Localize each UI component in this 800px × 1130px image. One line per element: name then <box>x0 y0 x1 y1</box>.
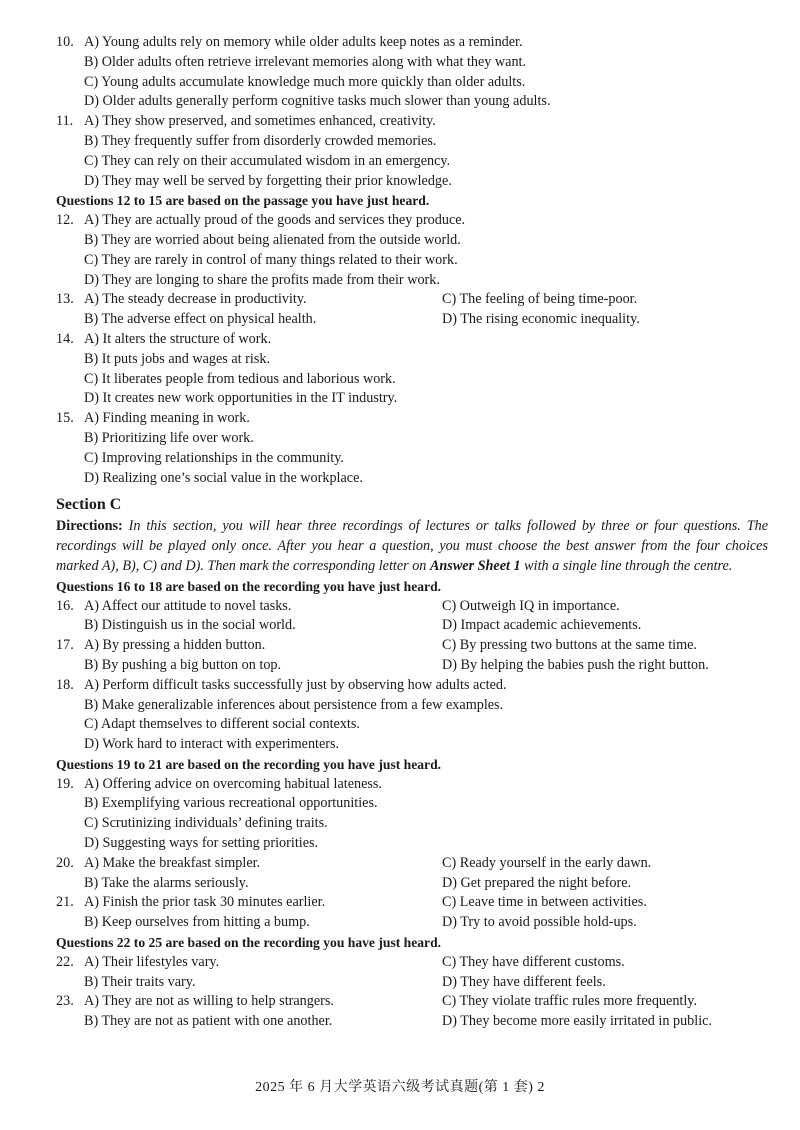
option-d: D) Try to avoid possible hold-ups. <box>442 914 637 931</box>
option-d: D) It creates new work opportunities in the IT industry. <box>84 390 398 407</box>
question-number: 12. <box>56 212 74 229</box>
option-b: B) Exemplifying various recreational opportunities. <box>84 795 378 812</box>
option-a: A) Perform difficult tasks successfully just by observing how adults acted. <box>84 676 507 693</box>
question-number: 15. <box>56 410 74 427</box>
option-row <box>56 172 768 192</box>
option-b: B) It puts jobs and wages at risk. <box>84 350 270 367</box>
option-c: C) It liberates people from tedious and laborious work. <box>84 370 396 387</box>
option-c: C) They are rarely in control of many things related to their work. <box>84 251 458 268</box>
option-row <box>56 251 768 271</box>
option-c: C) Outweigh IQ in importance. <box>442 597 620 614</box>
option-row <box>56 73 768 93</box>
question-23 <box>56 992 768 1012</box>
group-heading: Questions 19 to 21 are based on the recording you have just heard. <box>56 756 442 772</box>
option-c: C) Scrutinizing individuals’ defining traits. <box>84 815 328 832</box>
option-row <box>56 271 768 291</box>
option-row <box>56 794 768 814</box>
option-a: A) Make the breakfast simpler. <box>84 854 261 871</box>
option-c: C) They have different customs. <box>442 953 625 970</box>
option-row <box>56 389 768 409</box>
option-row <box>56 310 768 330</box>
option-d: D) Realizing one’s social value in the workplace. <box>84 469 363 486</box>
option-d: D) The rising economic inequality. <box>442 311 640 328</box>
option-b: B) Make generalizable inferences about persistence from a few examples. <box>84 696 504 713</box>
question-15 <box>56 409 768 429</box>
question-16 <box>56 597 768 617</box>
option-a: A) They are actually proud of the goods and services they produce. <box>84 212 466 229</box>
option-b: B) The adverse effect on physical health. <box>84 311 317 328</box>
option-a: A) It alters the structure of work. <box>84 330 272 347</box>
directions-text: In this section, you will hear three recordings of lectures or talks followed by three or four questions. The recordings will be played only once. After you hear a question, you must choose the best answer from the four choices marked A), B), C) and D). Then mark the corresponding letter on <box>56 518 768 574</box>
question-number: 17. <box>56 637 74 654</box>
option-a: A) Affect our attitude to novel tasks. <box>84 597 292 614</box>
question-number: 18. <box>56 676 74 693</box>
question-number: 23. <box>56 993 74 1010</box>
option-d: D) Suggesting ways for setting priorities. <box>84 835 319 852</box>
option-row <box>56 53 768 73</box>
option-a: A) Finding meaning in work. <box>84 410 250 427</box>
option-row <box>56 874 768 894</box>
option-row <box>56 913 768 933</box>
option-row <box>56 1012 768 1032</box>
question-17 <box>56 636 768 656</box>
option-row <box>56 449 768 469</box>
option-row <box>56 616 768 636</box>
option-a: A) The steady decrease in productivity. <box>84 291 307 308</box>
option-row <box>56 735 768 755</box>
option-a: A) Young adults rely on memory while older adults keep notes as a reminder. <box>84 34 523 50</box>
question-22 <box>56 953 768 973</box>
group-heading: Questions 22 to 25 are based on the recording you have just heard. <box>56 935 442 951</box>
question-number: 20. <box>56 854 74 871</box>
option-c: C) Young adults accumulate knowledge much more quickly than older adults. <box>84 73 526 90</box>
question-number: 16. <box>56 597 74 614</box>
option-d: D) Get prepared the night before. <box>442 874 632 891</box>
question-20 <box>56 854 768 874</box>
page-content <box>56 33 768 1032</box>
option-d: D) They have different feels. <box>442 973 606 990</box>
option-b: B) They frequently suffer from disorderly crowded memories. <box>84 132 437 149</box>
question-14 <box>56 330 768 350</box>
question-number: 21. <box>56 894 74 911</box>
option-a: A) They show preserved, and sometimes enhanced, creativity. <box>84 113 436 130</box>
group-heading: Questions 16 to 18 are based on the recording you have just heard. <box>56 578 442 594</box>
option-d: D) Work hard to interact with experimenters. <box>84 736 340 753</box>
option-d: D) They are longing to share the profits made from their work. <box>84 271 440 288</box>
question-10 <box>56 33 768 53</box>
option-row <box>56 429 768 449</box>
option-c: C) By pressing two buttons at the same time. <box>442 637 697 654</box>
option-b: B) Distinguish us in the social world. <box>84 617 296 634</box>
option-row <box>56 696 768 716</box>
option-row <box>56 656 768 676</box>
question-number: 19. <box>56 775 74 792</box>
option-a: A) Their lifestyles vary. <box>84 953 220 970</box>
option-d: D) They may well be served by forgetting their prior knowledge. <box>84 172 452 189</box>
option-b: B) Take the alarms seriously. <box>84 874 249 891</box>
question-number: 22. <box>56 953 74 970</box>
option-a: A) Offering advice on overcoming habitual lateness. <box>84 775 382 792</box>
option-b: B) Older adults often retrieve irrelevant memories along with what they want. <box>84 53 527 70</box>
option-b: B) They are not as patient with one another. <box>84 1013 333 1030</box>
option-row <box>56 814 768 834</box>
option-c: C) They can rely on their accumulated wisdom in an emergency. <box>84 152 451 169</box>
option-d: D) They become more easily irritated in public. <box>442 1013 712 1030</box>
option-d: D) Older adults generally perform cognitive tasks much slower than young adults. <box>84 93 551 110</box>
option-b: B) Keep ourselves from hitting a bump. <box>84 914 310 931</box>
directions <box>56 517 768 576</box>
option-row <box>56 152 768 172</box>
question-11 <box>56 112 768 132</box>
option-b: B) They are worried about being alienated from the outside world. <box>84 231 461 248</box>
option-a: A) Finish the prior task 30 minutes earlier. <box>84 894 326 911</box>
section-heading: Section C <box>56 496 122 514</box>
option-row <box>56 350 768 370</box>
question-18 <box>56 676 768 696</box>
option-row <box>56 469 768 489</box>
question-number: 13. <box>56 291 74 308</box>
option-b: B) Their traits vary. <box>84 973 196 990</box>
option-c: C) Ready yourself in the early dawn. <box>442 854 652 871</box>
answer-sheet-ref: Answer Sheet 1 <box>429 557 521 574</box>
question-12 <box>56 211 768 231</box>
option-row <box>56 715 768 735</box>
option-b: B) By pushing a big button on top. <box>84 656 282 673</box>
option-row <box>56 973 768 993</box>
question-19 <box>56 775 768 795</box>
option-d: D) Impact academic achievements. <box>442 617 642 634</box>
option-a: A) By pressing a hidden button. <box>84 637 266 654</box>
option-row <box>56 834 768 854</box>
question-number: 11. <box>56 113 74 130</box>
option-c: C) The feeling of being time-poor. <box>442 291 638 308</box>
question-number: 14. <box>56 330 74 347</box>
option-row <box>56 231 768 251</box>
question-number: 10. <box>56 34 74 50</box>
page-footer: 2025 年 6 月大学英语六级考试真题(第 1 套) 2 <box>255 1080 545 1095</box>
group-heading: Questions 12 to 15 are based on the passage you have just heard. <box>56 193 430 209</box>
option-d: D) By helping the babies push the right button. <box>442 656 709 673</box>
option-a: A) They are not as willing to help strangers. <box>84 993 334 1010</box>
option-c: C) They violate traffic rules more frequently. <box>442 993 698 1010</box>
question-13 <box>56 290 768 310</box>
option-c: C) Adapt themselves to different social contexts. <box>84 716 360 733</box>
option-c: C) Improving relationships in the community. <box>84 449 344 466</box>
question-21 <box>56 893 768 913</box>
option-row <box>56 92 768 112</box>
option-row <box>56 370 768 390</box>
option-c: C) Leave time in between activities. <box>442 894 647 911</box>
directions-tail: with a single line through the centre. <box>520 557 733 574</box>
directions-label: Directions: <box>56 518 123 535</box>
option-b: B) Prioritizing life over work. <box>84 429 254 446</box>
option-row <box>56 132 768 152</box>
